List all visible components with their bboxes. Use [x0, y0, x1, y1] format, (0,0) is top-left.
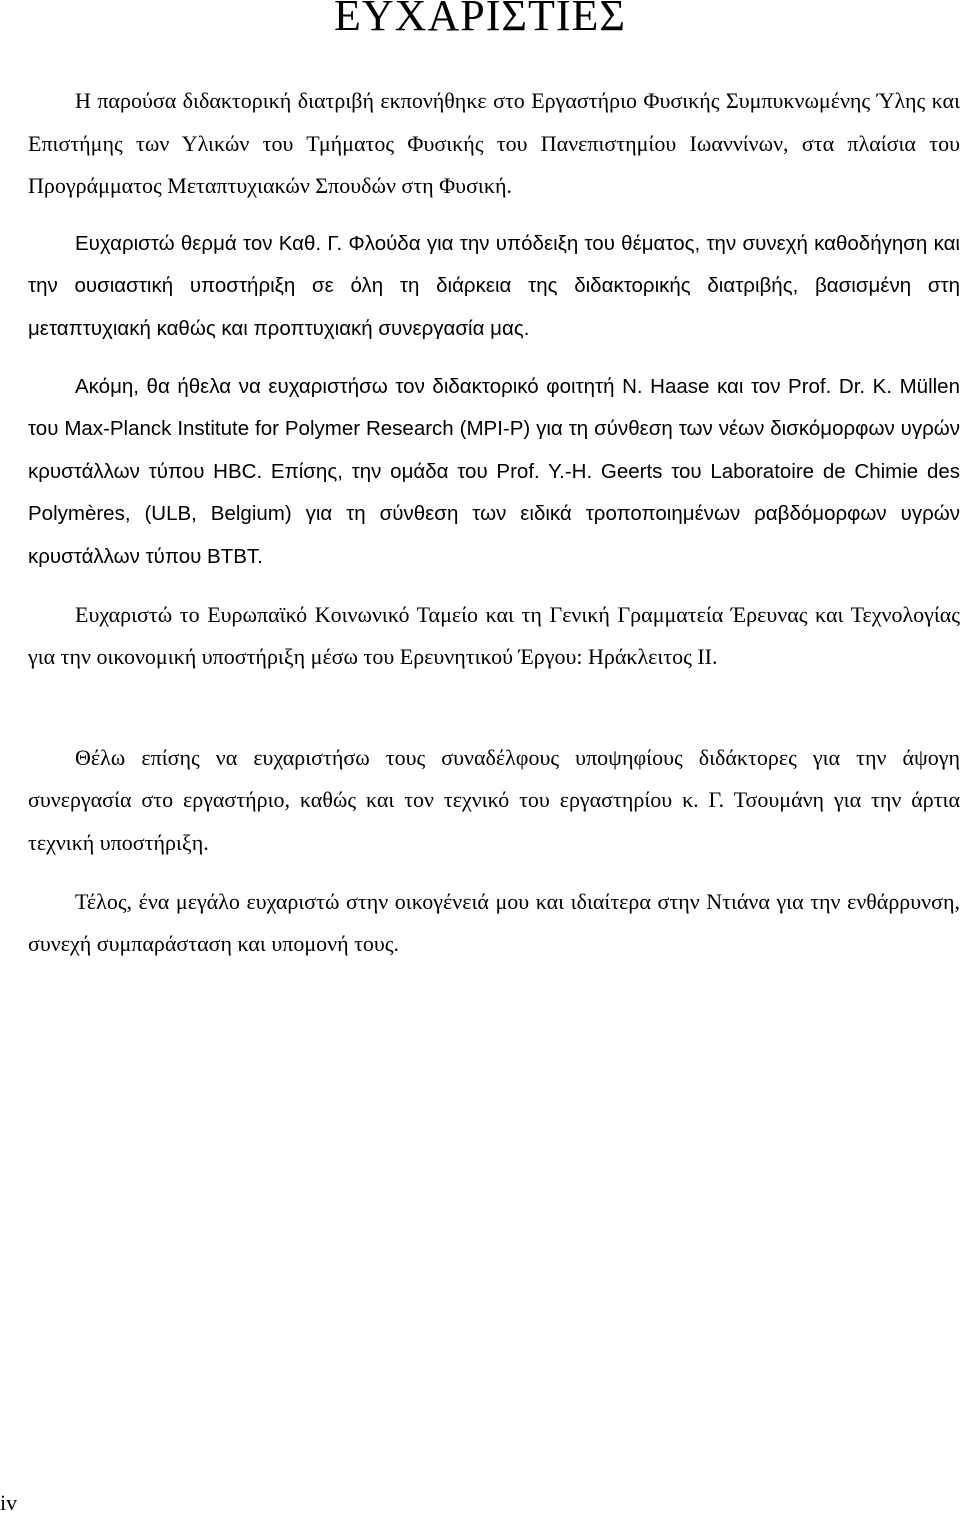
document-body	[28, 80, 960, 966]
paragraph-funding-thanks: Ευχαριστώ το Ευρωπαϊκό Κοινωνικό Ταμείο και τη Γενική Γραμματεία Έρευνας και Τεχνολογίας για την οικονομική υποστήριξη μέσω του Ερευνητικού Έργου: Ηράκλειτος ΙΙ.	[28, 601, 960, 670]
paragraph-colleagues-thanks: Θέλω επίσης να ευχαριστήσω τους συναδέλφους υποψηφίους διδάκτορες για την άψογη συνεργασία στο εργαστήριο, καθώς και τον τεχνικό του εργαστηρίου κ. Γ. Τσουμάνη για την άρτια τεχνική υποστήριξη.	[28, 744, 960, 855]
paragraph-supervisor-thanks: Ευχαριστώ θερμά τον Καθ. Γ. Φλούδα για την υπόδειξη του θέματος, την συνεχή καθοδήγηση και την ουσιαστική υποστήριξη σε όλη τη διάρκεια της διδακτορικής διατριβής, βασισμένη στη μεταπτυχιακή καθώς και προπτυχιακή συνεργασία μας.	[28, 231, 960, 340]
paragraph-collaborators-thanks: Ακόμη, θα ήθελα να ευχαριστήσω τον διδακτορικό φοιτητή Ν. Haase και τον Prof. Dr. K. Müllen του Max-Planck Institute for Polymer Research (MPI-P) για τη σύνθεση των νέων δισκόμορφων υγρών κρυστάλλων τύπου HBC. Επίσης, την ομάδα του Prof. Y.-H. Geerts του Laboratoire de Chimie des Polymères, (ULB, Belgium) για τη σύνθεση των ειδικά τροποποιημένων ραβδόμορφων υγρών κρυστάλλων τύπου BTBT.	[28, 374, 960, 568]
page-number: iv	[0, 1490, 18, 1515]
paragraph-lab-intro: Η παρούσα διδακτορική διατριβή εκπονήθηκε στο Εργαστήριο Φυσικής Συμπυκνωμένης Ύλης και Επιστήμης των Υλικών του Τμήματος Φυσικής του Πανεπιστημίου Ιωαννίνων, στα πλαίσια του Προγράμματος Μεταπτυχιακών Σπουδών στη Φυσική.	[28, 88, 960, 199]
paragraph-family-thanks: Τέλος, ένα μεγάλο ευχαριστώ στην οικογένειά μου και ιδιαίτερα στην Ντιάνα για την ενθάρρυνση, συνεχή συμπαράσταση και υπομονή τους.	[28, 888, 960, 957]
page-title: ΕΥΧΑΡΙΣΤΙΕΣ	[334, 0, 626, 40]
